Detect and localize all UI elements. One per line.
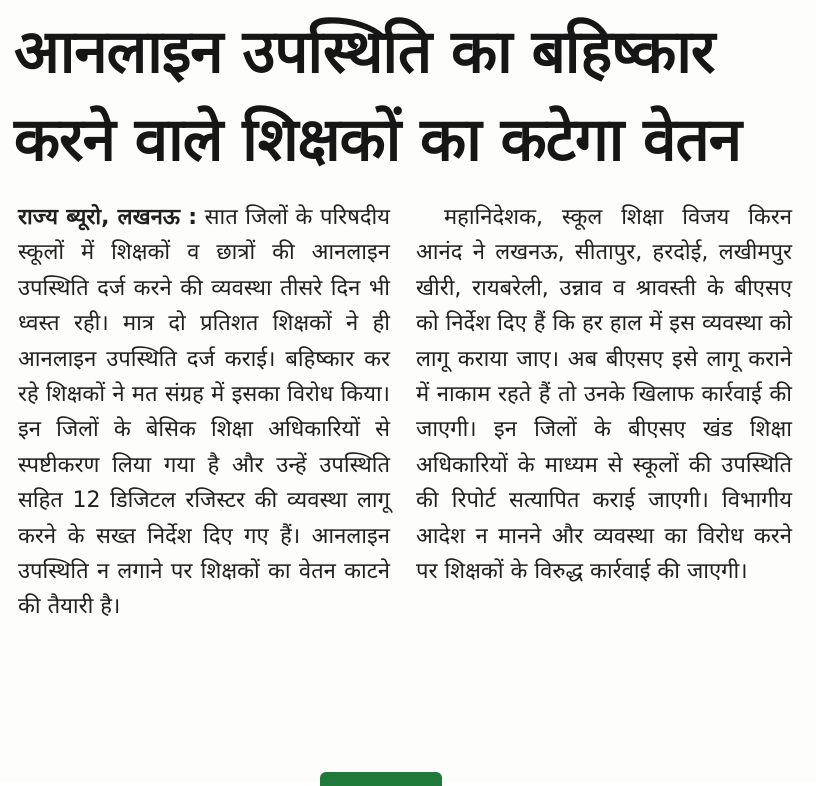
left-column [18, 200, 390, 625]
bottom-tab [320, 772, 442, 786]
headline-line-2: करने वाले शिक्षकों का कटेगा वेतन [14, 105, 742, 175]
headline [14, 8, 804, 184]
left-paragraph [18, 200, 390, 625]
right-column [416, 200, 792, 589]
right-paragraph [416, 200, 792, 589]
left-column-text: सात जिलों के परिषदीय स्कूलों में शिक्षकों व छात्रों की आनलाइन उपस्थिति दर्ज करने की व्यवस्था तीसरे दिन भी ध्वस्त रही। मात्र दो प्रतिशत शिक्षकों ने ही आनलाइन उपस्थिति दर्ज कराई। बहिष्कार कर रहे शिक्षकों ने मत संग्रह में इसका विरोध किया। इन जिलों के बेसिक शिक्षा अधिकारियों से स्पष्टीकरण लिया गया है और उन्हें उपस्थिति सहित 12 डिजिटल रजिस्टर की व्यवस्था लागू करने के सख्त निर्देश दिए गए हैं। आनलाइन उपस्थिति न लगाने पर शिक्षकों का वेतन काटने की तैयारी है। [18, 205, 390, 620]
byline: राज्य ब्यूरो, लखनऊ : [18, 205, 198, 230]
right-column-text: महानिदेशक, स्कूल शिक्षा विजय किरन आनंद ने लखनऊ, सीतापुर, हरदोई, लखीमपुर खीरी, रायबरेली, उन्नाव व श्रावस्ती के बीएसए को निर्देश दिए हैं कि हर हाल में इस व्यवस्था को लागू कराया जाए। अब बीएसए इसे लागू कराने में नाकाम रहते हैं तो उनके खिलाफ कार्रवाई की जाएगी। इन जिलों के बीएसए खंड शिक्षा अधिकारियों के माध्यम से स्कूलों की उपस्थिति की रिपोर्ट सत्यापित कराई जाएगी। विभागीय आदेश न मानने और व्यवस्था का विरोध करने पर शिक्षकों के विरुद्ध कार्रवाई की जाएगी। [416, 205, 792, 585]
headline-line-1: आनलाइन उपस्थिति का बहिष्कार [14, 17, 715, 87]
